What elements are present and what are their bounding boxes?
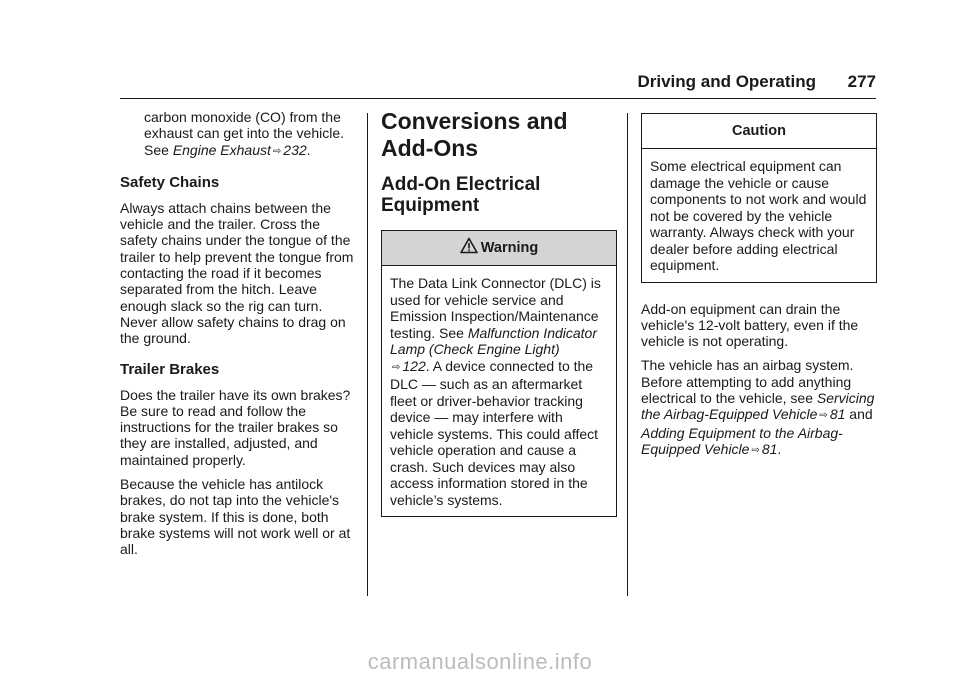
servicing-airbag-link[interactable]: Servicing the Airbag-Equipped Vehicle [641, 389, 875, 423]
safety-chains-heading: Safety Chains [120, 173, 220, 191]
conversions-title: Conversions and Add-Ons [381, 108, 568, 161]
page-ref-81[interactable]: 81 [829, 406, 846, 423]
caution-header: Caution [642, 114, 876, 149]
caution-box [641, 113, 877, 283]
column-right [641, 113, 877, 467]
add-on-electrical-heading: Add-On Electrical Equipment [381, 174, 541, 216]
engine-exhaust-link[interactable]: Engine Exhaust [172, 141, 271, 158]
page-ref-arrow-icon: ⇨ [751, 444, 760, 456]
watermark: carmanualsonline.info [367, 649, 593, 674]
page-ref-arrow-icon: ⇨ [392, 361, 401, 373]
page-ref-81[interactable]: 81 [761, 440, 778, 457]
page-ref-arrow-icon: ⇨ [819, 410, 828, 422]
trailer-brakes-para1: Does the trailer have its own brakes? Be sure to read and follow the instructions for the trailer brakes so they are installed, adjusted, and maintained properly. [120, 386, 351, 468]
column-divider-left [367, 113, 368, 596]
header-rule [120, 98, 876, 99]
page-ref-arrow-icon: ⇨ [272, 145, 282, 157]
column-middle [381, 108, 617, 517]
intro-paragraph: carbon monoxide (CO) from the exhaust can get into the vehicle. See Engine Exhaust ⇨ 232. [144, 109, 345, 158]
page-ref-232[interactable]: 232 [283, 141, 307, 158]
section-title: Driving and Operating [637, 72, 816, 91]
caution-body: Some electrical equipment can damage the vehicle or cause components to not work and would not be covered by the vehicle warranty. Always check with your dealer before adding electrical equipment. [650, 158, 867, 273]
column-divider-right [627, 113, 628, 596]
page-number: 277 [847, 72, 876, 91]
safety-chains-body: Always attach chains between the vehicle and the trailer. Cross the safety chains under the tongue of the trailer to help prevent the tongue from contacting the road if it becomes separated from the hitch. Leave enough slack so the rig can turn. Never allow safety chains to drag on the ground. [120, 199, 354, 347]
warning-box [381, 230, 617, 517]
page-ref-122[interactable]: 122 [402, 357, 426, 374]
warning-body: The Data Link Connector (DLC) is used for vehicle service and Emission Inspection/Maintenance testing. See Malfunction Indicator Lamp (Check Engine Light) ⇨ 122. A device connected to the DLC — such as an aftermarket fleet or driver-behavior tracking device — may interfere with vehicle systems. This could affect vehicle operation and cause a crash. Such devices may also access information stored in the vehicle’s systems. [390, 275, 601, 508]
mil-link[interactable]: Malfunction Indicator Lamp (Check Engine Light) [390, 324, 598, 357]
trailer-brakes-heading: Trailer Brakes [120, 360, 220, 378]
adding-equipment-link[interactable]: Adding Equipment to the Airbag-Equipped Vehicle [641, 424, 843, 457]
airbag-para: The vehicle has an airbag system. Before attempting to add anything electrical to the vehicle, see Servicing the Airbag-Equipped Vehicle ⇨ 81 and Adding Equipment to the Airbag-Equipped Vehicle ⇨ 81. [641, 357, 875, 457]
warning-label: Warning [480, 240, 539, 256]
column-left [120, 109, 358, 566]
warning-header [382, 231, 616, 266]
add-on-battery-para: Add-on equipment can drain the vehicle's 12-volt battery, even if the vehicle is not operating. [641, 300, 859, 350]
trailer-brakes-para2: Because the vehicle has antilock brakes, do not tap into the vehicle's brake system. If this is done, both brake systems will not work well or at all. [120, 476, 351, 558]
warning-icon [460, 233, 478, 267]
